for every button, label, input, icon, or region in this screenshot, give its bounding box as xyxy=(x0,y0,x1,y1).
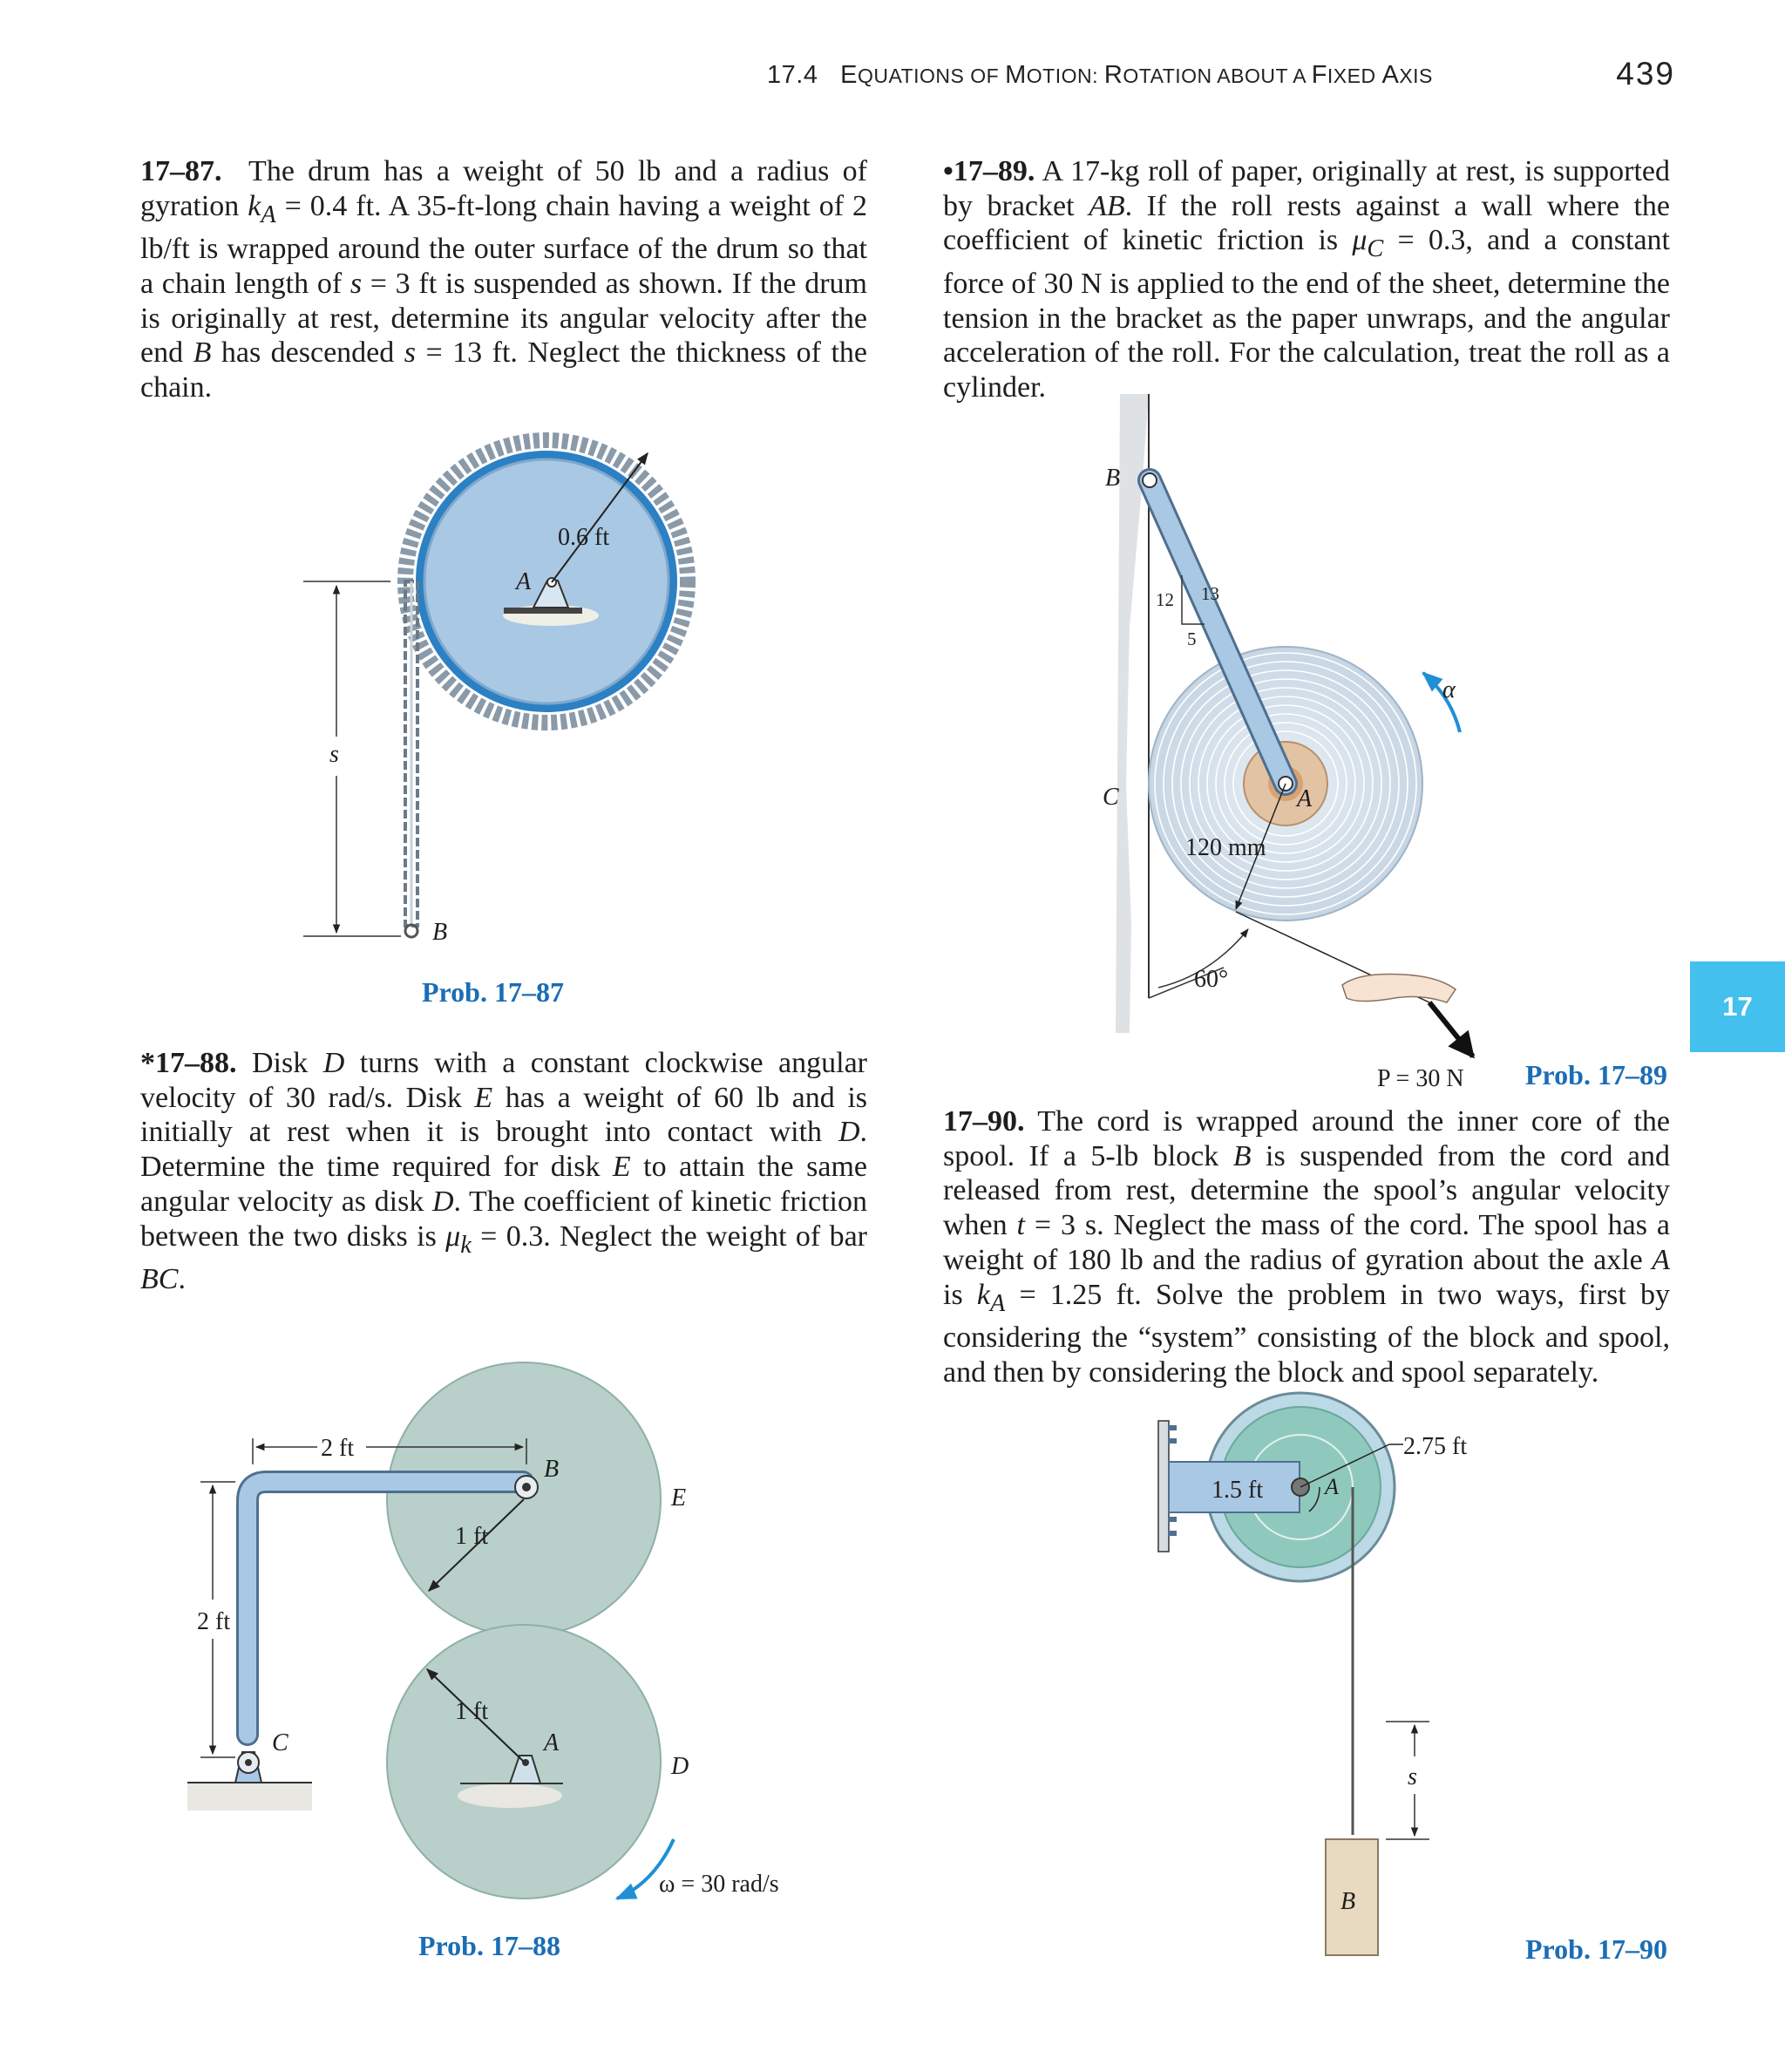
force-p-label: P = 30 N xyxy=(1377,1065,1464,1092)
length-s-label-90: s xyxy=(1408,1763,1417,1790)
caption-17-87: Prob. 17–87 xyxy=(422,976,564,1008)
point-b-label-88: B xyxy=(544,1456,560,1483)
slope-12: 12 xyxy=(1156,589,1174,610)
section-title: EQUATIONS OF MOTION: ROTATION ABOUT A FIXED AXIS xyxy=(840,61,1433,89)
end-b-label-87: B xyxy=(432,919,448,946)
point-c-label-88: C xyxy=(272,1729,288,1756)
point-a-label-87: A xyxy=(516,568,532,595)
problem-17-88-text: *17–88. Disk D turns with a constant clockwise angular velocity of 30 rad/s. Disk E has a weight of 60 lb and is initially at rest when it is brought into contact with D. Determine the time required for disk E to attain the same angular velocity as disk D. The coefficient of kinetic friction between the two disks is $\mu_k = 0.3$. Neglect the weight of bar BC. xyxy=(140,1047,868,1296)
figure-17-89 xyxy=(1103,394,1473,1092)
omega-label: ω = 30 rad/s xyxy=(659,1871,779,1898)
caption-17-89: Prob. 17–89 xyxy=(1525,1059,1667,1090)
figure-17-88 xyxy=(187,1362,779,1899)
angle-label-89: 60° xyxy=(1194,966,1229,993)
force-p-arrow xyxy=(1429,1002,1473,1056)
section-number: 17.4 xyxy=(767,61,818,89)
point-a-label-88: A xyxy=(544,1729,560,1756)
alpha-label: α xyxy=(1442,676,1456,703)
disk-d-label: D xyxy=(671,1753,689,1780)
figure-17-87 xyxy=(303,440,688,946)
wall-mount xyxy=(1158,1421,1169,1552)
radius-label-89: 120 mm xyxy=(1185,834,1266,861)
block-b-label: B xyxy=(1340,1888,1356,1915)
caption-17-88: Prob. 17–88 xyxy=(418,1930,560,1961)
slope-13: 13 xyxy=(1201,583,1219,604)
inner-radius-label: 1.5 ft xyxy=(1211,1477,1264,1504)
pin-b-89 xyxy=(1143,473,1157,487)
figure-17-90 xyxy=(1158,1393,1467,1955)
dim-horizontal-88: 2 ft xyxy=(321,1435,355,1462)
page-number: 439 xyxy=(1616,56,1675,92)
chapter-tab: 17 xyxy=(1690,961,1785,1052)
radius-label-87: 0.6 ft xyxy=(558,524,610,551)
outer-radius-label: 2.75 ft xyxy=(1403,1433,1468,1460)
point-a-label-89: A xyxy=(1297,785,1313,812)
problem-17-87-text: 17–87. The drum has a weight of 50 lb and a radius of gyration $k_A = 0.4$ ft. A 35-ft-long chain having a weight of 2 lb/ft is wrapped around the outer surface of the drum so that a chain length of s = 3 ft is suspended as shown. If the drum is originally at rest, determine its angular velocity after the end B has descended s = 13 ft. Neglect the thickness of the chain. xyxy=(140,155,868,404)
dim-vertical-88: 2 ft xyxy=(197,1608,231,1635)
length-s-label-87: s xyxy=(329,741,339,768)
problem-17-89-text: •17–89. A 17-kg roll of paper, originally at rest, is supported by bracket AB. If the roll rests against a wall where the coefficient of kinetic friction is $\mu_C = 0.3$, and a constant force of 30 N is applied to the end of the sheet, determine the tension in the bracket as the paper unwraps, and the angular acceleration of the roll. For the calculation, treat the roll as a cylinder. xyxy=(943,155,1670,404)
point-c-label-89: C xyxy=(1103,784,1119,811)
radius-label-e: 1 ft xyxy=(455,1523,489,1550)
caption-17-90: Prob. 17–90 xyxy=(1525,1933,1667,1965)
point-b-label-89: B xyxy=(1105,465,1121,492)
disk-e-label: E xyxy=(671,1484,687,1512)
radius-label-d: 1 ft xyxy=(455,1698,489,1725)
problem-17-90-text: 17–90. The cord is wrapped around the inner core of the spool. If a 5-lb block B is suspended from the cord and released from rest, determine the spool’s angular velocity when t = 3 s. Neglect the mass of the cord. The spool has a weight of 180 lb and the radius of gyration about the axle A is $k_A = 1.25$ ft. Solve the problem in two ways, first by considering the “system” consisting of the block and spool, and then by considering the block and spool separately. xyxy=(943,1105,1670,1389)
point-a-label-90: A xyxy=(1325,1474,1339,1499)
slope-5: 5 xyxy=(1187,628,1197,649)
hand xyxy=(1342,975,1456,1003)
